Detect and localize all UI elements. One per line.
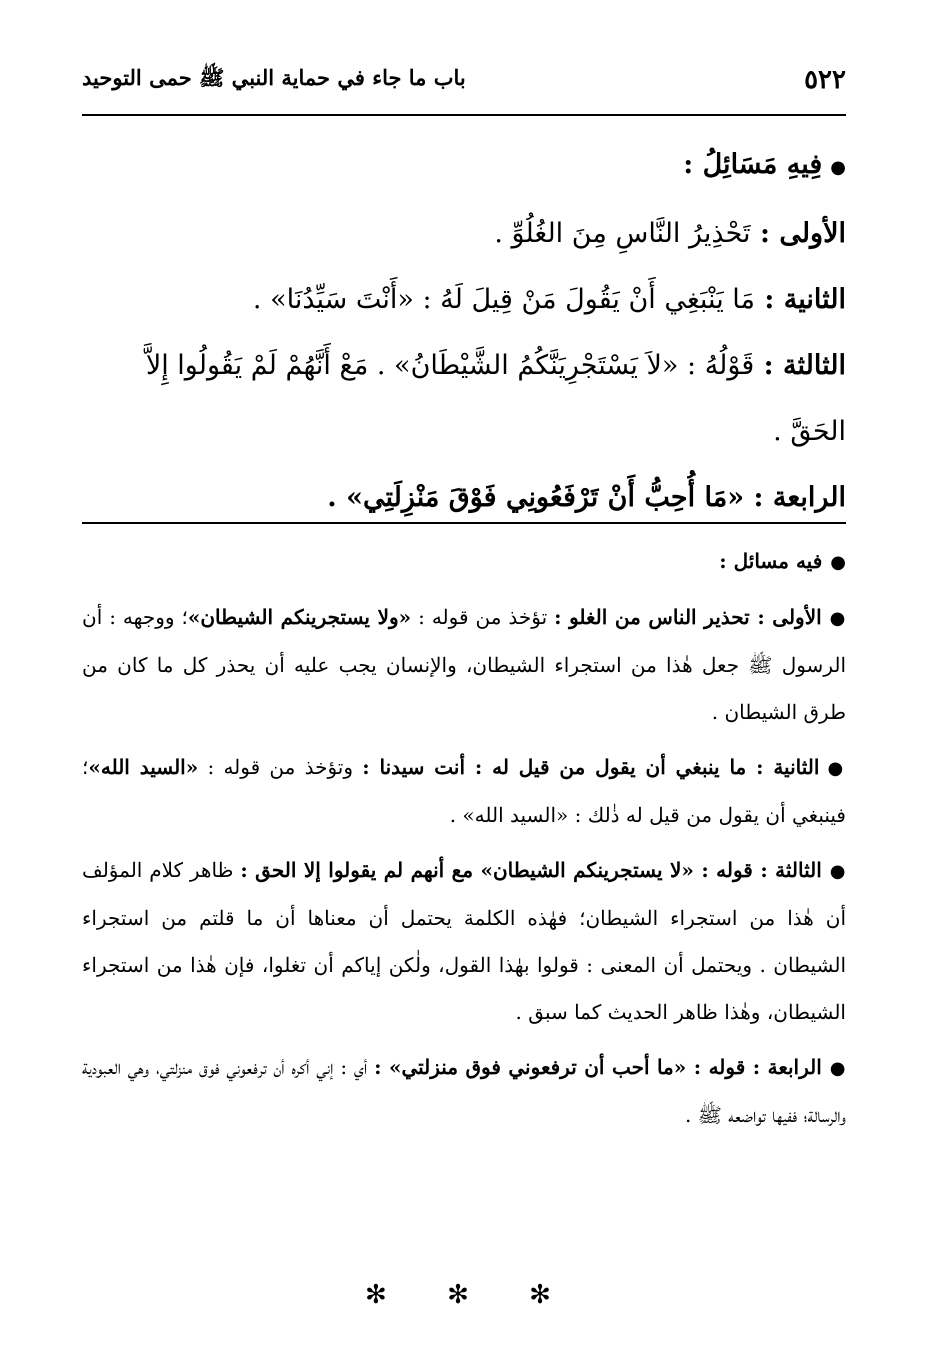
section-rule	[82, 522, 846, 524]
matn-heading: ●فِيهِ مَسَائِلُ :	[683, 149, 846, 180]
bullet-icon: ●	[829, 608, 846, 629]
matn-item	[82, 201, 846, 267]
matn-item-label: الثالثة :	[763, 350, 846, 381]
matn-item	[82, 333, 846, 465]
sharh-item-title: الثالثة : قوله : «لا يستجرينكم الشيطان» مع أنهم لم يقولوا إلا الحق :	[240, 858, 822, 882]
bullet-icon: ●	[829, 861, 846, 882]
matn-item-label: الرابعة :	[753, 482, 846, 513]
section-end-ornament: ✻ ✻ ✻	[365, 1280, 577, 1310]
sharh-item-title: الثانية : ما ينبغي أن يقول من قيل له : أنت سيدنا :	[362, 755, 820, 779]
sharh-heading: ●فيه مسائل :	[719, 549, 846, 573]
sharh-section	[82, 538, 846, 1147]
matn-section	[82, 132, 846, 531]
bullet-icon: ●	[827, 758, 847, 779]
matn-item-label: الثانية :	[764, 284, 846, 315]
page-header	[82, 52, 846, 108]
page-number: ٥٢٢	[804, 65, 846, 95]
bullet-icon: ●	[830, 157, 846, 178]
sharh-item: ●الثالثة : قوله : «لا يستجرينكم الشيطان» مع أنهم لم يقولوا إلا الحق : ظاهر كلام المؤلف أن هٰذا من استجراء الشيطان؛ فهٰذه الكلمة يحتمل أن معناها أن ما قلتم من استجراء الشيطان . ويحتمل أن المعنى : قولوا بهٰذا القول، ولٰكن إياكم أن تغلوا، فإن هٰذا من استجراء الشيطان، وهٰذا ظاهر الحديث كما سبق .	[82, 858, 846, 1024]
sharh-item: ●الثانية : ما ينبغي أن يقول من قيل له : أنت سيدنا : وتؤخذ من قوله : «السيد الله»؛ فينبغي أن يقول من قيل له ذٰلك : «السيد الله» .	[82, 755, 847, 827]
matn-item-text: تَحْذِيرُ النَّاسِ مِنَ الغُلُوِّ .	[494, 218, 751, 249]
sharh-item-title: الأولى : تحذير الناس من الغلو :	[554, 605, 822, 629]
matn-item	[82, 267, 846, 333]
matn-item-text: مَا يَنْبَغِي أَنْ يَقُولَ مَنْ قِيلَ لَهُ : «أَنْتَ سَيِّدُنَا» .	[252, 284, 755, 315]
running-title: باب ما جاء في حماية النبي ﷺ حمى التوحيد	[82, 64, 466, 90]
matn-item-text: «مَا أُحِبُّ أَنْ تَرْفَعُونِي فَوْقَ مَنْزِلَتِي» .	[327, 482, 745, 513]
header-rule	[82, 114, 846, 116]
sharh-item: ●الأولى : تحذير الناس من الغلو : تؤخذ من قوله : «ولا يستجرينكم الشيطان»؛ ووجهه : أن الرسول ﷺ جعل هٰذا من استجراء الشيطان، والإنسان يجب عليه أن يحذر كل ما كان من طرق الشيطان .	[82, 605, 846, 724]
bullet-icon: ●	[829, 1058, 846, 1079]
sharh-item-title: الرابعة : قوله : «ما أحب أن ترفعوني فوق منزلتي» :	[374, 1055, 822, 1079]
sharh-item: ●الرابعة : قوله : «ما أحب أن ترفعوني فوق منزلتي» : أي : إني أكره أن ترفعوني فوق منزلتي، وهي العبودية والرسالة؛ ففيها تواضعه ﷺ .	[82, 1055, 846, 1127]
matn-item-text: قَوْلُهُ : «لاَ يَسْتَجْرِيَنَّكُمُ الشَّيْطَانُ» . مَعْ أَنَّهُمْ لَمْ يَقُولُوا إِلاَّ الحَقَّ .	[145, 350, 846, 447]
bullet-icon: ●	[830, 552, 846, 573]
matn-item-label: الأولى :	[759, 218, 846, 249]
